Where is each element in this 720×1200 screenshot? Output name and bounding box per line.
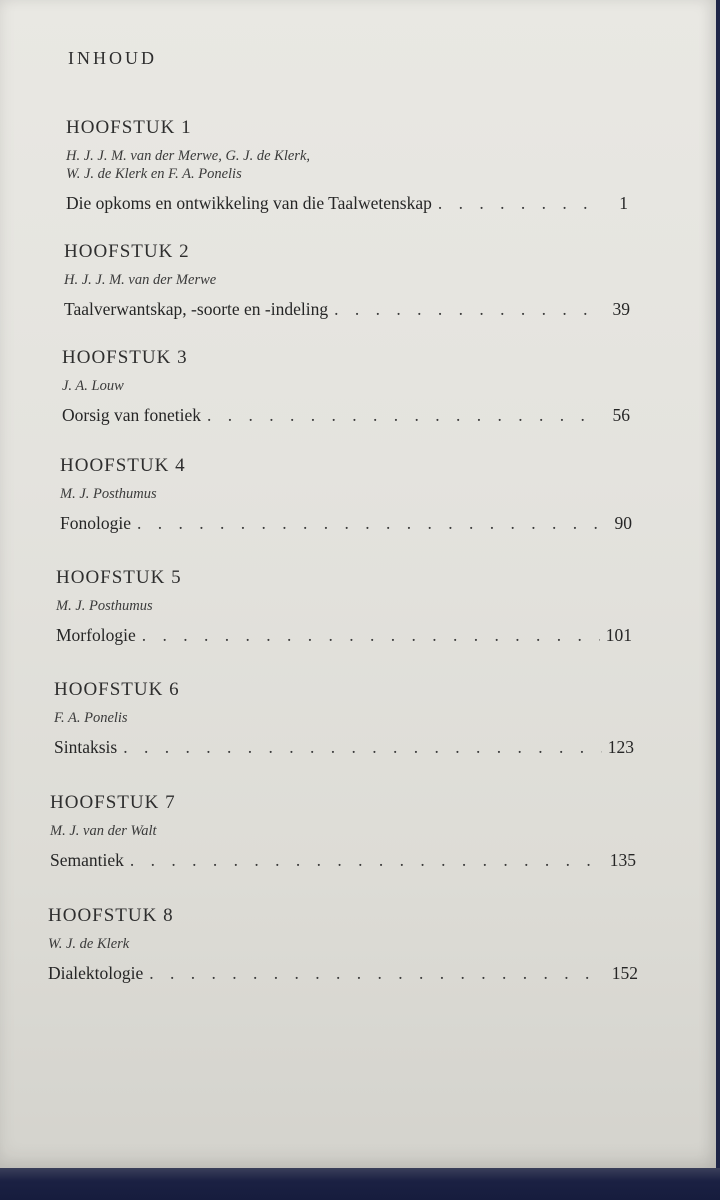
chapter-authors	[56, 597, 632, 615]
entry-title: Oorsig van fonetiek	[62, 405, 201, 425]
entry-page-number: 39	[612, 299, 630, 319]
chapter-authors	[60, 485, 632, 503]
chapter-author-line: F. A. Ponelis	[54, 710, 128, 726]
chapter-8	[48, 904, 638, 985]
dot-leader	[149, 961, 605, 985]
chapter-7	[50, 791, 636, 872]
toc-entry[interactable]	[60, 511, 632, 535]
chapter-author-line: H. J. J. M. van der Merwe	[64, 272, 217, 288]
chapter-5	[56, 566, 632, 647]
chapter-authors	[62, 377, 630, 395]
dot-leader	[142, 623, 600, 647]
dot-leader	[438, 191, 600, 215]
dot-leader	[137, 511, 604, 535]
chapter-authors	[54, 709, 634, 727]
dot-leader	[207, 403, 602, 427]
toc-entry[interactable]	[56, 623, 632, 647]
chapter-heading: HOOFSTUK 4	[60, 455, 186, 476]
chapter-authors	[66, 147, 628, 183]
entry-title: Fonologie	[60, 513, 131, 533]
chapter-3	[62, 346, 630, 427]
entry-page-number: 56	[612, 405, 630, 425]
chapter-2	[64, 240, 630, 321]
dot-leader	[334, 297, 602, 321]
entry-title: Dialektologie	[48, 963, 144, 983]
toc-entry[interactable]	[48, 961, 638, 985]
background-surface	[0, 1168, 720, 1200]
entry-title: Sintaksis	[54, 737, 118, 757]
entry-page-number: 135	[609, 850, 636, 870]
chapter-author-line: M. J. Posthumus	[60, 486, 157, 502]
chapter-author-line: J. A. Louw	[62, 378, 124, 394]
chapter-heading: HOOFSTUK 6	[54, 679, 180, 700]
chapter-heading: HOOFSTUK 2	[64, 241, 190, 262]
entry-title: Taalverwantskap, -soorte en -indeling	[64, 299, 329, 319]
toc-title: INHOUD	[68, 48, 157, 68]
chapter-6	[54, 678, 634, 759]
chapter-heading: HOOFSTUK 7	[50, 792, 176, 813]
toc-entry[interactable]	[66, 191, 628, 215]
chapter-heading: HOOFSTUK 3	[62, 347, 188, 368]
entry-title: Morfologie	[56, 625, 136, 645]
entry-title: Die opkoms en ontwikkeling van die Taalwetenskap	[66, 193, 432, 213]
chapter-author-line: W. J. de Klerk	[48, 936, 130, 952]
chapter-heading: HOOFSTUK 1	[66, 117, 192, 138]
chapter-1	[66, 116, 628, 215]
entry-page-number: 1	[619, 193, 628, 213]
toc-entry[interactable]	[62, 403, 630, 427]
toc-entry[interactable]	[50, 848, 636, 872]
entry-page-number: 152	[611, 963, 638, 983]
chapter-4	[60, 454, 632, 535]
chapter-heading: HOOFSTUK 8	[48, 905, 174, 926]
chapter-authors	[64, 271, 630, 289]
chapter-author-line: H. J. J. M. van der Merwe, G. J. de Klerk,	[66, 148, 311, 164]
dot-leader	[123, 735, 602, 759]
entry-title: Semantiek	[50, 850, 124, 870]
chapter-author-line: M. J. van der Walt	[50, 823, 157, 839]
toc-entry[interactable]	[64, 297, 630, 321]
toc-entry[interactable]	[54, 735, 634, 759]
chapter-heading: HOOFSTUK 5	[56, 567, 182, 588]
entry-page-number: 90	[614, 513, 632, 533]
entry-page-number: 101	[605, 625, 632, 645]
chapter-author-line: W. J. de Klerk en F. A. Ponelis	[66, 166, 242, 182]
chapter-authors	[50, 822, 636, 840]
chapter-author-line: M. J. Posthumus	[56, 598, 153, 614]
chapter-authors	[48, 935, 638, 953]
dot-leader	[130, 848, 604, 872]
entry-page-number: 123	[607, 737, 634, 757]
